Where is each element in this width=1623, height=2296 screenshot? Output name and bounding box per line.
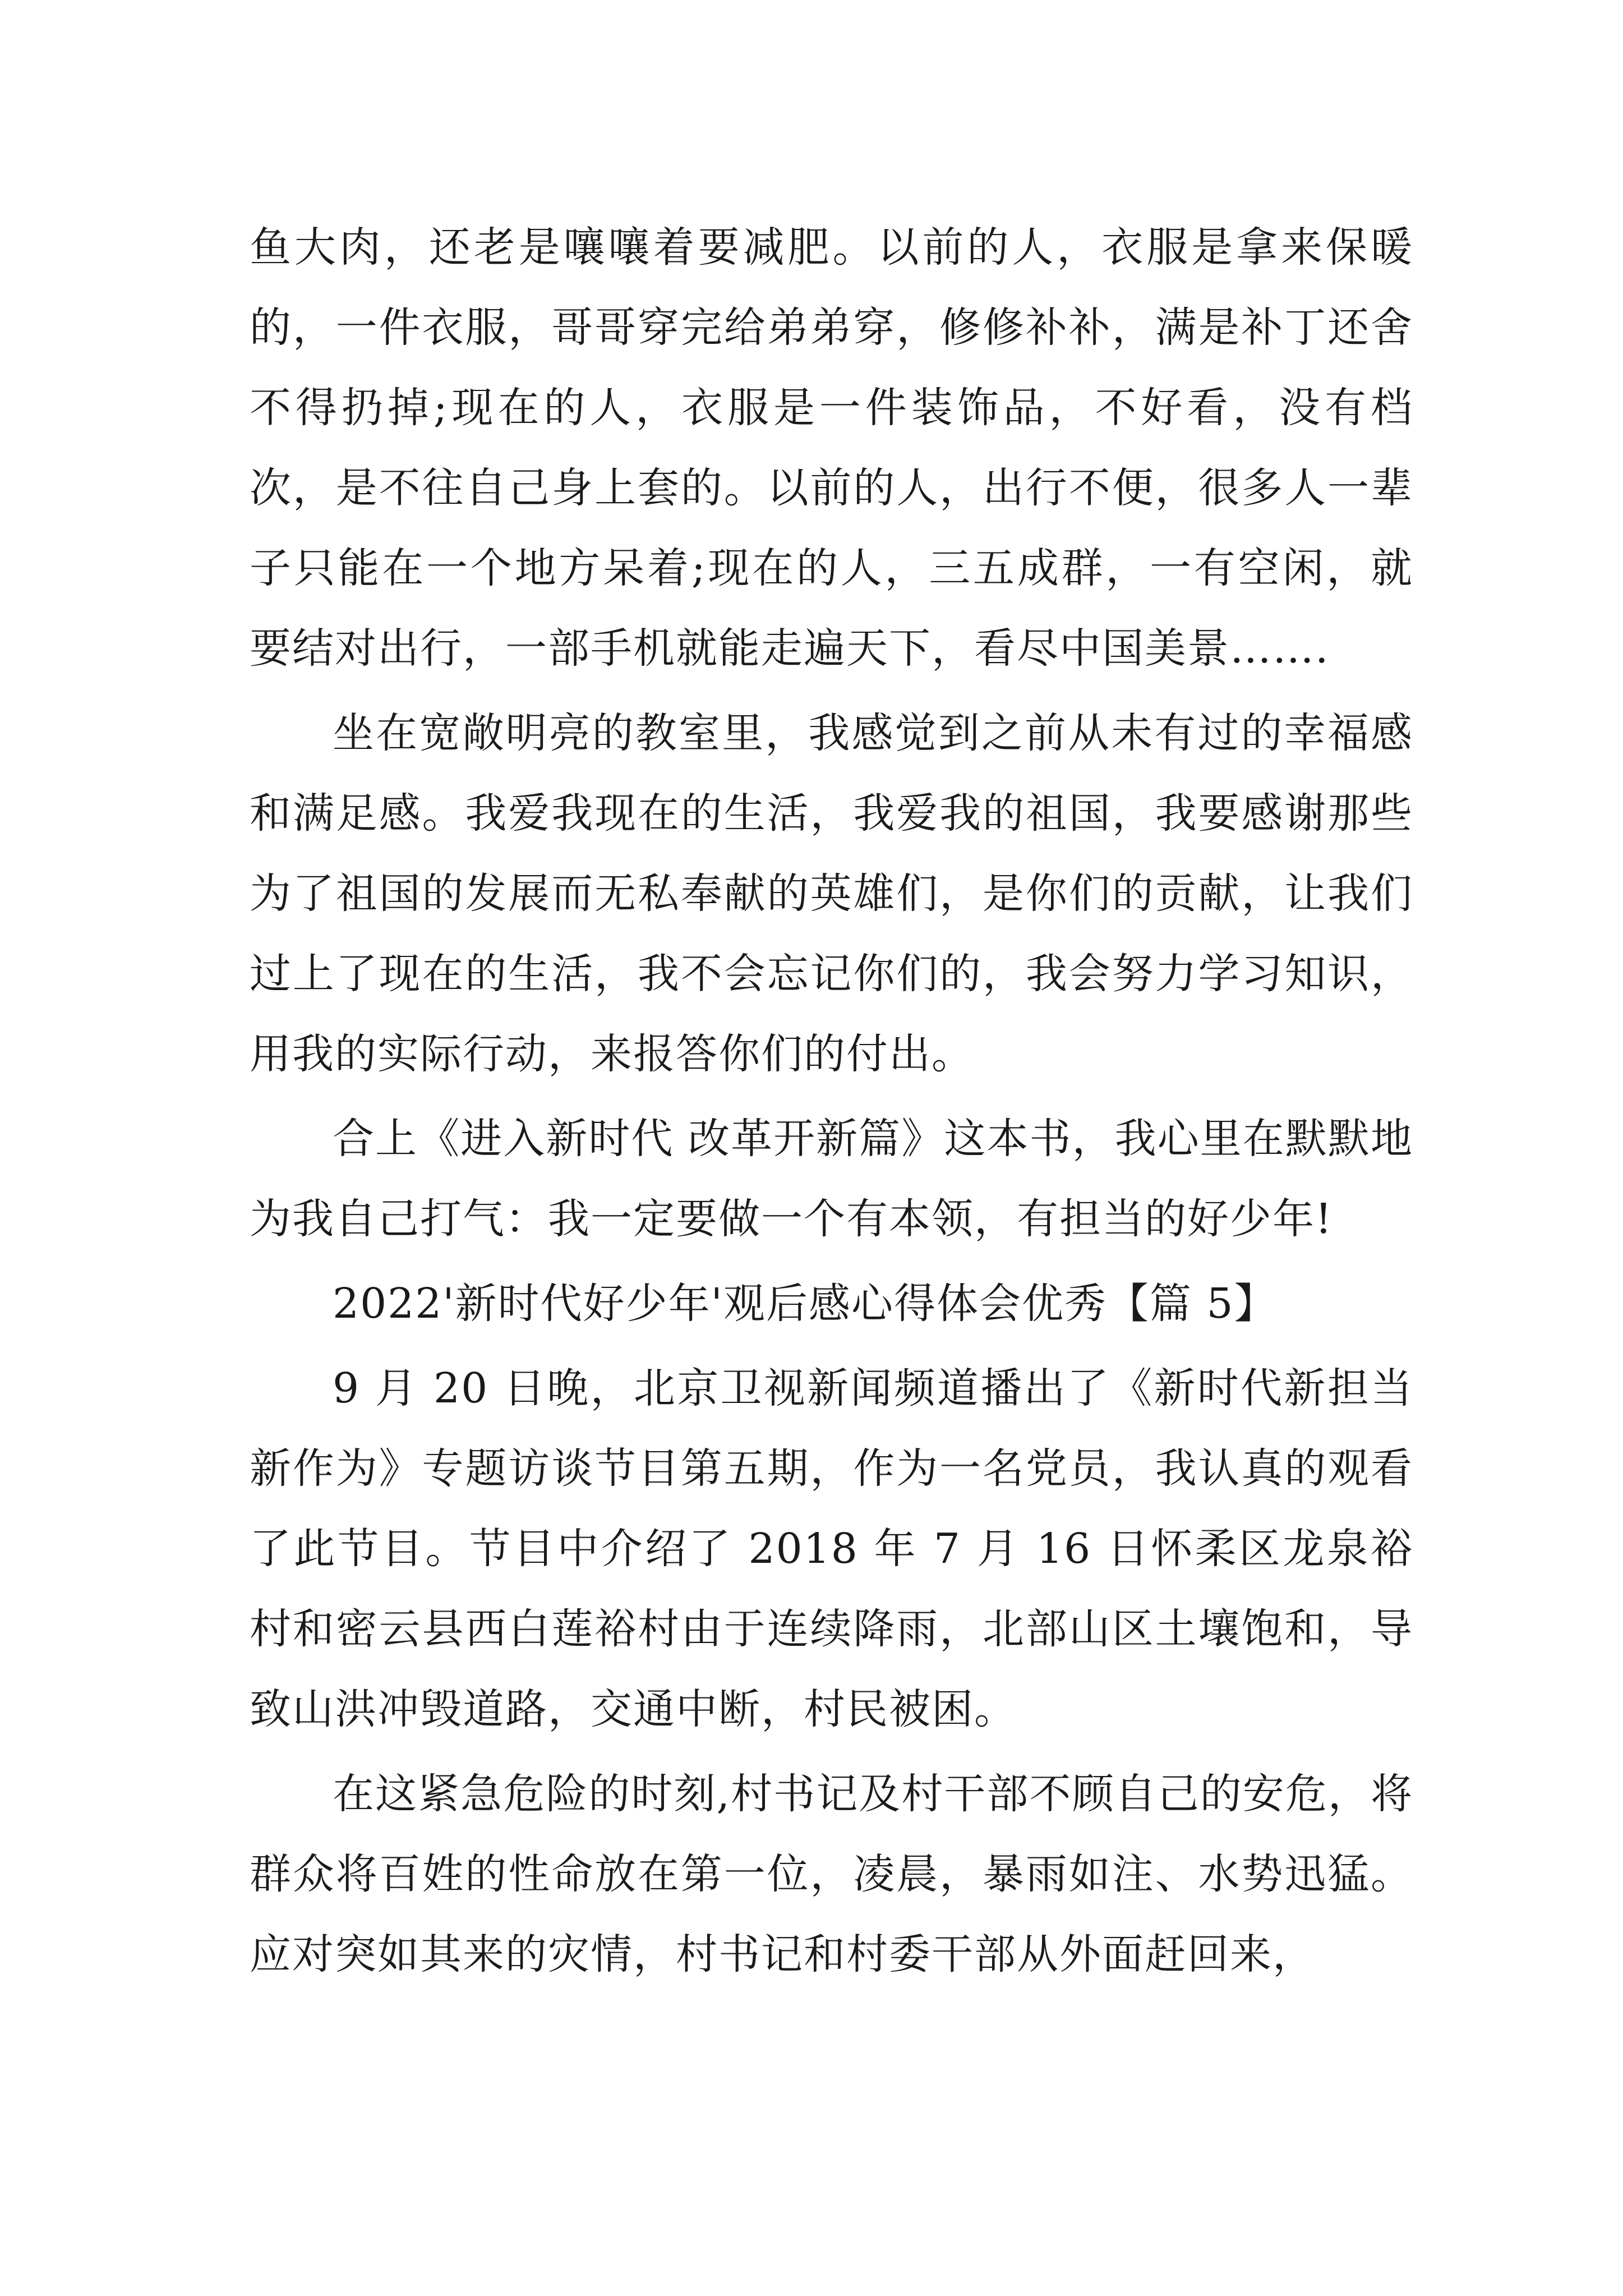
paragraph-broadcast: 9 月 20 日晚，北京卫视新闻频道播出了《新时代新担当新作为》专题访谈节目第五期，作为一名党员，我认真的观看了此节目。节目中介绍了 2018 年 7 月 16 日怀柔区龙泉裕村和密云县西白莲裕村由于连续降雨，北部山区土壤饱和，导致山洪冲毁道路，交通中断，村民被困。 [250, 1364, 1413, 1733]
section-heading: 2022'新时代好少年'观后感心得体会优秀【篇 5】 [333, 1280, 1277, 1328]
paragraph-closing-book: 合上《进入新时代 改革开新篇》这本书，我心里在默默地为我自己打气：我一定要做一个有本领，有担当的好少年! [250, 1115, 1413, 1243]
paragraph-continuation: 鱼大肉，还老是嚷嚷着要减肥。以前的人，衣服是拿来保暖的，一件衣服，哥哥穿完给弟弟穿，修修补补，满是补丁还舍不得扔掉;现在的人，衣服是一件装饰品，不好看，没有档次，是不往自己身上套的。以前的人，出行不便，很多人一辈子只能在一个地方呆着;现在的人，三五成群，一有空闲，就要结对出行，一部手机就能走遍天下，看尽中国美景……. [250, 223, 1413, 673]
paragraph-emergency: 在这紧急危险的时刻,村书记及村干部不顾自己的安危，将群众将百姓的性命放在第一位，凌晨，暴雨如注、水势迅猛。应对突如其来的灾情，村书记和村委干部从外面赶回来， [250, 1770, 1413, 1978]
document-body [250, 208, 1413, 1999]
paragraph-classroom: 坐在宽敞明亮的教室里，我感觉到之前从未有过的幸福感和满足感。我爱我现在的生活，我爱我的祖国，我要感谢那些为了祖国的发展而无私奉献的英雄们，是你们的贡献，让我们过上了现在的生活，我不会忘记你们的，我会努力学习知识，用我的实际行动，来报答你们的付出。 [250, 709, 1413, 1078]
